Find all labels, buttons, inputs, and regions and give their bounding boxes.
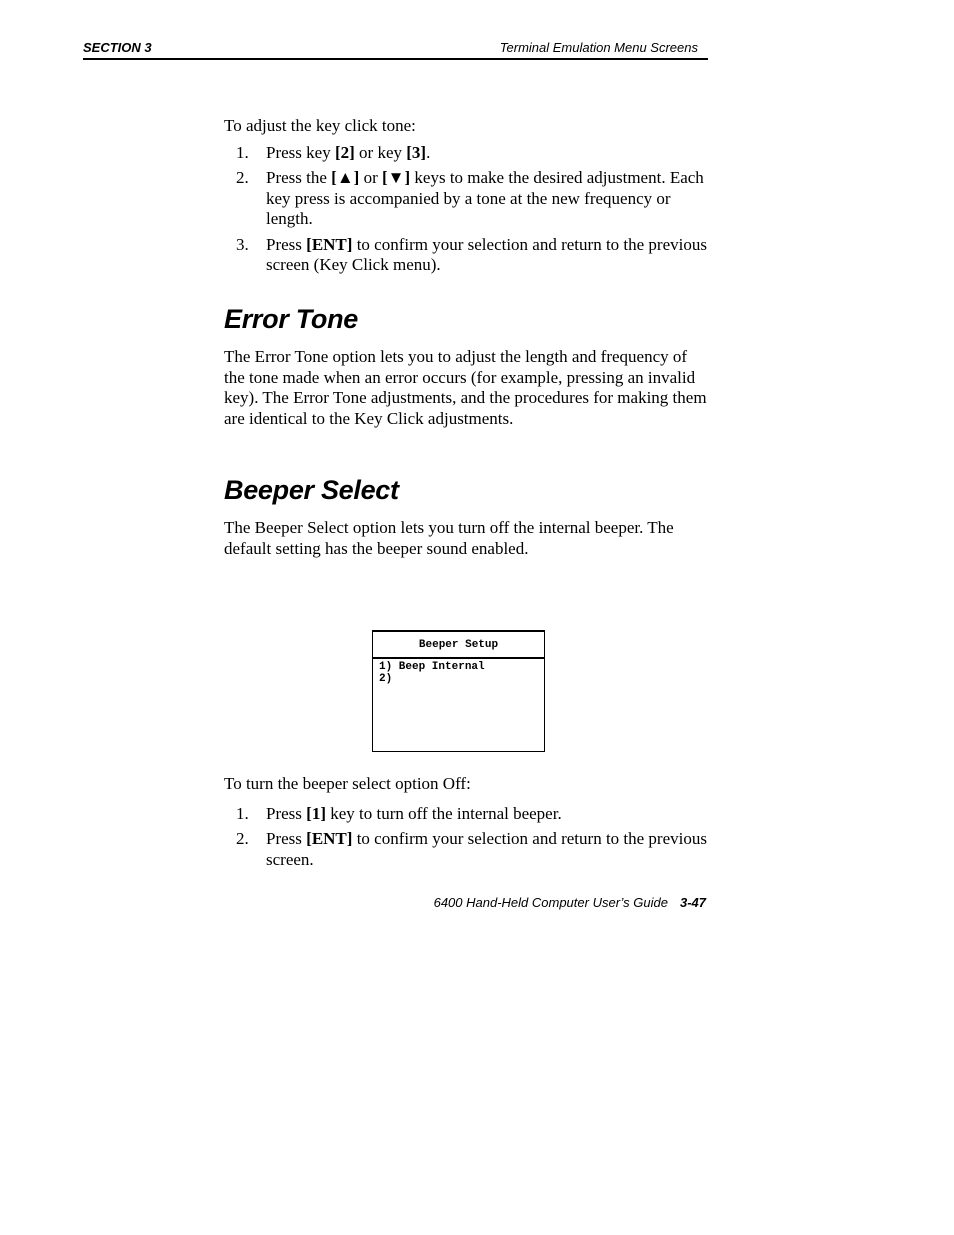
turn-off-intro: To turn the beeper select option Off: (224, 774, 471, 793)
page-number: 3-47 (679, 895, 706, 910)
key-click-intro: To adjust the key click tone: (224, 116, 416, 135)
list-item: 3. Press [ENT] to confirm your selection and return to the previous screen (Key Click menu). (236, 234, 707, 274)
turn-off-steps (224, 804, 710, 871)
turn-off-instructions (224, 774, 710, 875)
error-tone-body: The Error Tone option lets you to adjust the length and frequency of the tone made when an error occurs (for example, pressing an invalid key). The Error Tone adjustments, and the procedures for making them are identical to the Key Click adjustments. (224, 347, 707, 428)
screen-menu (373, 659, 544, 685)
screen-title: Beeper Setup (373, 631, 544, 659)
list-item: 1. Press key [2] or key [3]. (236, 142, 431, 162)
screen-menu-item-1: 1) Beep Internal (379, 661, 485, 673)
page-footer (405, 895, 706, 910)
beeper-select-heading: Beeper Select (224, 475, 399, 505)
guide-title: 6400 Hand-Held Computer User’s Guide (433, 895, 668, 910)
beeper-select-body: The Beeper Select option lets you turn off the internal beeper. The default setting has the beeper sound enabled. (224, 518, 674, 558)
list-item: 1. Press [1] key to turn off the internal beeper. (236, 803, 562, 823)
down-arrow-key-icon: [▼] (382, 168, 411, 187)
screen-menu-item-2: 2) (379, 673, 393, 685)
page-header (83, 38, 708, 60)
list-item: 2. Press [ENT] to confirm your selection and return to the previous screen. (236, 829, 707, 869)
list-item: 2. Press the [▲] or [▼] keys to make the desired adjustment. Each key press is accompanied by a tone at the new frequency or length. (236, 168, 704, 228)
key-click-steps (224, 143, 710, 276)
key-click-instructions (224, 116, 710, 281)
section-label: SECTION 3 (83, 40, 152, 55)
chapter-title: Terminal Emulation Menu Screens (499, 40, 698, 55)
beeper-setup-screen (372, 630, 545, 752)
up-arrow-key-icon: [▲] (331, 168, 360, 187)
error-tone-heading: Error Tone (224, 304, 359, 334)
